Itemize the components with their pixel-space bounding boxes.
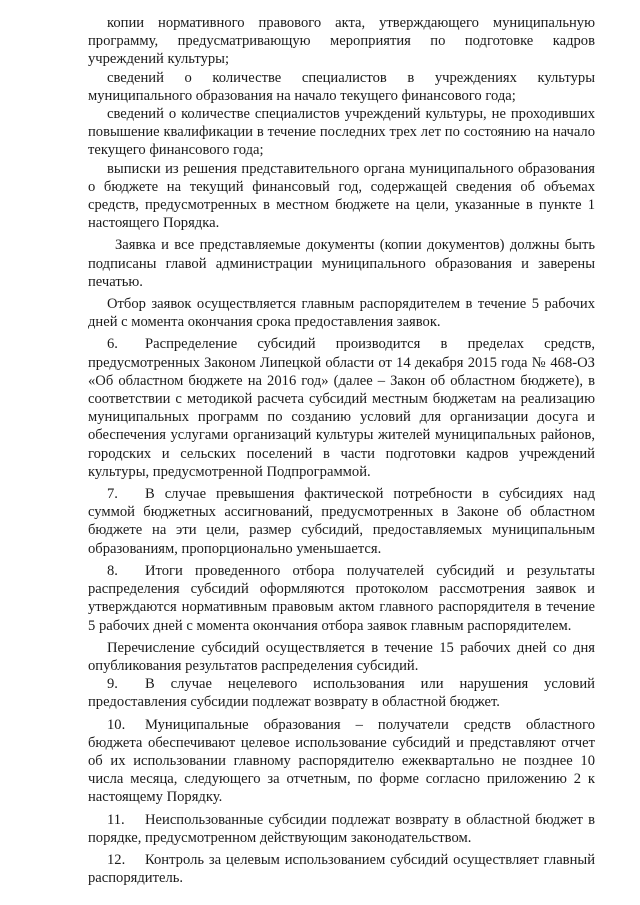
paragraph-text: Заявка и все представляемые документы (копии документов) должны быть подписаны главой администрации муниципального образования и заверены печатью. xyxy=(88,237,595,290)
paragraph-text: копии нормативного правового акта, утверждающего муниципальную программу, предусматривающую мероприятия по подготовке кадров учреждений культуры; xyxy=(88,15,595,68)
paragraph-list-copy-act xyxy=(88,14,595,69)
paragraph-text: сведений о количестве специалистов в учреждениях культуры муниципального образования на начало текущего финансового года; xyxy=(88,69,595,104)
paragraph-9 xyxy=(88,675,595,711)
paragraph-8 xyxy=(88,562,595,635)
paragraph-list-budget-extract xyxy=(88,160,595,233)
paragraph-text: Муниципальные образования – получатели средств областного бюджета обеспечивают целевое использование субсидий и представляют отчет об их использовании главному распорядителю ежеквартально не позднее 10 числа месяца, следующего за отчетным, по форме согласно приложению 2 к настоящему Порядку. xyxy=(88,716,595,806)
paragraph-11 xyxy=(88,811,595,847)
paragraph-signature-requirement xyxy=(88,236,595,291)
paragraph-selection-term xyxy=(88,295,595,331)
document-page xyxy=(88,14,595,887)
paragraph-text: сведений о количестве специалистов учреждений культуры, не проходивших повышение квалификации в течение последних трех лет по состоянию на начало текущего финансового года; xyxy=(88,106,595,159)
paragraph-number: 11. xyxy=(107,811,125,828)
paragraph-list-specialists-training xyxy=(88,105,595,160)
paragraph-transfer-term xyxy=(88,639,595,675)
paragraph-text: Перечисление субсидий осуществляется в течение 15 рабочих дней со дня опубликования результатов распределения субсидий. xyxy=(88,639,595,674)
paragraph-number: 10. xyxy=(107,716,126,733)
paragraph-text: В случае нецелевого использования или нарушения условий предоставления субсидии подлежат возврату в областной бюджет. xyxy=(88,676,595,711)
paragraph-number: 12. xyxy=(107,851,126,868)
paragraph-number: 8. xyxy=(107,562,118,579)
paragraph-text: Распределение субсидий производится в пределах средств, предусмотренных Законом Липецкой области от 14 декабря 2015 года № 468-ОЗ «Об областном бюджете на 2016 год» (далее – Закон об областном бюджете), в соответствии с методикой расчета субсидий местным бюджетам на реализацию муниципальных программ по созданию условий для организации досуга и обеспечения услугами организаций культуры жителей муниципальных районов, городских и сельских поселений в части подготовки кадров учреждений культуры, предусмотренной Подпрограммой. xyxy=(88,336,595,480)
paragraph-text: В случае превышения фактической потребности в субсидиях над суммой бюджетных ассигнований, предусмотренных в Законе об областном бюджете на эти цели, размер субсидий, предоставляемых муниципальным образованиям, пропорционально уменьшается. xyxy=(88,486,595,557)
paragraph-6 xyxy=(88,335,595,481)
paragraph-text: выписки из решения представительного органа муниципального образования о бюджете на текущий финансовый год, содержащей сведения об объемах средств, предусмотренных в местном бюджете на цели, указанные в пункте 1 настоящего Порядка. xyxy=(88,160,595,232)
paragraph-12 xyxy=(88,851,595,887)
paragraph-10 xyxy=(88,716,595,807)
paragraph-7 xyxy=(88,485,595,558)
paragraph-text: Контроль за целевым использованием субсидий осуществляет главный распорядитель. xyxy=(88,851,595,887)
paragraph-list-specialists-count xyxy=(88,69,595,105)
paragraph-number: 9. xyxy=(107,676,118,693)
paragraph-text: Отбор заявок осуществляется главным распорядителем в течение 5 рабочих дней с момента окончания срока предоставления заявок. xyxy=(88,296,595,331)
paragraph-text: Итоги проведенного отбора получателей субсидий и результаты распределения субсидий оформляются протоколом рассмотрения заявок и утверждаются нормативным правовым актом главного распорядителя в течение 5 рабочих дней с момента окончания отбора заявок главным распорядителем. xyxy=(88,562,595,634)
paragraph-number: 6. xyxy=(107,336,118,353)
paragraph-number: 7. xyxy=(107,486,118,503)
paragraph-text: Неиспользованные субсидии подлежат возврату в областной бюджет в порядке, предусмотренном действующим законодательством. xyxy=(88,811,595,846)
